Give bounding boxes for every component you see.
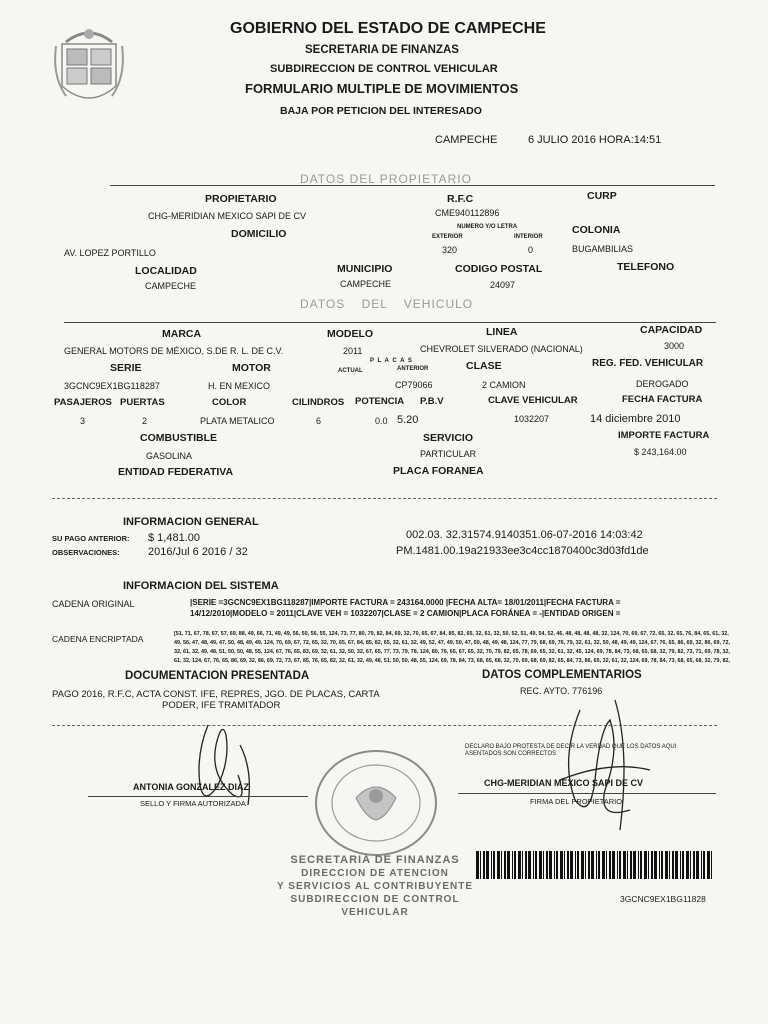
pasajeros-label: PASAJEROS [54, 397, 112, 408]
cadena-line-1: |SERIE =3GCNC9EX1BG118287|IMPORTE FACTURA = 243164.0000 |FECHA ALTA= 18/01/2011|FECHA FACTURA = [190, 598, 621, 607]
anterior-label: ANTERIOR [397, 366, 429, 372]
system-title: INFORMACION DEL SISTEMA [123, 580, 279, 592]
servicio-label: SERVICIO [423, 432, 473, 444]
entidad-label: ENTIDAD FEDERATIVA [118, 466, 234, 478]
docs-line-1: PAGO 2016, R.F.C, ACTA CONST. IFE, REPRES, JGO. DE PLACAS, CARTA [52, 689, 380, 700]
cadena-line-2: 14/12/2010|MODELO = 2011|CLAVE VEH = 1032207|CLASE = 2 CAMION|PLACA FORÁNEA = -|ENTIDAD ORIGEN = [190, 609, 621, 618]
fecha-label: FECHA FACTURA [622, 394, 703, 405]
servicio-value: PARTICULAR [420, 449, 477, 459]
municipio-label: MUNICIPIO [337, 263, 393, 275]
numero-label: NUMERO Y/O LETRA [457, 224, 518, 230]
localidad-value: CAMPECHE [145, 281, 197, 291]
puertas-value: 2 [142, 416, 148, 426]
placas-label: P L A C A S [370, 358, 413, 364]
baja-title: BAJA POR PETICION DEL INTERESADO [280, 105, 482, 117]
marca-label: MARCA [162, 328, 202, 340]
interior-label: INTERIOR [514, 234, 543, 240]
cilindros-label: CILINDROS [292, 397, 345, 408]
capacidad-value: 3000 [664, 341, 685, 351]
clave-value: 1032207 [514, 414, 550, 424]
municipio-value: CAMPECHE [340, 279, 392, 289]
stamp-line-4: SUBDIRECCION DE CONTROL [290, 894, 460, 905]
stamp-line-1: SECRETARIA DE FINANZAS [290, 854, 460, 866]
rfc-value: CME940112896 [435, 208, 500, 218]
capacidad-label: CAPACIDAD [640, 324, 703, 336]
date-time: 6 JULIO 2016 HORA:14:51 [528, 134, 662, 146]
exterior-value: 320 [442, 245, 458, 255]
domicilio-label: DOMICILIO [231, 228, 287, 240]
form-title: FORMULARIO MULTIPLE DE MOVIMIENTOS [245, 81, 519, 96]
stamp-line-3: Y SERVICIOS AL CONTRIBUYENTE [277, 881, 473, 892]
combustible-value: GASOLINA [146, 451, 193, 461]
localidad-label: LOCALIDAD [135, 265, 197, 277]
marca-value: GENERAL MOTORS DE MÉXICO, S.DE R. L. DE C.V. [64, 346, 284, 356]
left-signer-caption: SELLO Y FIRMA AUTORIZADA [140, 799, 246, 808]
rfc-label: R.F.C [447, 193, 474, 205]
pbv-label: P.B.V [420, 396, 444, 407]
secretaria-title: SECRETARIA DE FINANZAS [305, 44, 459, 56]
cp-value: 24097 [490, 280, 516, 290]
actual-label: ACTUAL [338, 368, 363, 374]
placa-foranea-label: PLACA FORANEA [393, 465, 484, 477]
pbv-value: 5.20 [397, 414, 419, 426]
right-signer-name: CHG-MERIDIAN MEXICO SAPI DE CV [484, 778, 644, 788]
combustible-label: COMBUSTIBLE [140, 432, 217, 444]
barcode-icon [476, 851, 716, 879]
regfed-label: REG. FED. VEHICULAR [592, 358, 704, 369]
pago-value: $ 1,481.00 [148, 532, 200, 544]
left-signer-name: ANTONIA GONZALEZ DIAZ [133, 782, 249, 792]
clave-label: CLAVE VEHICULAR [488, 395, 578, 406]
color-label: COLOR [212, 397, 247, 408]
potencia-label: POTENCIA [355, 396, 405, 407]
cp-label: CODIGO POSTAL [455, 263, 543, 275]
comp-value: REC. AYTO. 776196 [520, 686, 603, 696]
docs-title: DOCUMENTACION PRESENTADA [125, 670, 310, 682]
declaro-line-1: DECLARO BAJO PROTESTA DE DECIR LA VERDAD QUE LOS DATOS AQUI [465, 744, 677, 750]
importe-value: $ 243,164.00 [634, 447, 687, 457]
domicilio-value: AV. LOPEZ PORTILLO [64, 248, 156, 258]
cadena-label: CADENA ORIGINAL [52, 599, 135, 609]
stamp-line-2: DIRECCION DE ATENCION [301, 868, 449, 879]
puertas-label: PUERTAS [120, 397, 165, 408]
declaro-line-2: ASENTADOS SON CORRECTOS [465, 751, 557, 757]
place: CAMPECHE [435, 134, 498, 146]
section-owner-title: DATOS DEL PROPIETARIO [300, 172, 472, 186]
propietario-value: CHG-MERIDIAN MEXICO SAPI DE CV [148, 211, 307, 221]
observaciones-label: OBSERVACIONES: [52, 548, 120, 557]
motor-label: MOTOR [232, 362, 271, 374]
right-signer-caption: FIRMA DEL PROPIETARIO [530, 797, 623, 806]
telefono-label: TELEFONO [617, 261, 675, 273]
linea-label: LINEA [486, 326, 518, 338]
exterior-label: EXTERIOR [432, 234, 463, 240]
general-title: INFORMACION GENERAL [123, 516, 259, 528]
pasajeros-value: 3 [80, 416, 86, 426]
fecha-value: 14 diciembre 2010 [590, 413, 681, 425]
section-vehicle-title: DATOS DEL VEHICULO [300, 297, 474, 311]
interior-value: 0 [528, 245, 534, 255]
barcode-text: 3GCNC9EX1BG11828 [620, 894, 706, 904]
colonia-value: BUGAMBILIAS [572, 244, 634, 254]
observaciones-value: 2016/Jul 6 2016 / 32 [148, 546, 248, 558]
enc-label: CADENA ENCRIPTADA [52, 634, 144, 644]
stamp-line-5: VEHICULAR [341, 907, 409, 918]
propietario-label: PROPIETARIO [205, 193, 277, 205]
code-line-2: PM.1481.00.19a21933ee3c4cc1870400c3d03fd1de [396, 545, 649, 557]
serie-label: SERIE [110, 362, 142, 374]
coat-of-arms-icon [52, 26, 126, 112]
clase-value: 2 CAMION [482, 380, 526, 390]
potencia-value: 0.0 [375, 416, 388, 426]
pago-label: SU PAGO ANTERIOR: [52, 534, 130, 543]
clase-label: CLASE [466, 360, 502, 372]
enc-value: [51, 71, 67, 78, 67, 57, 69, 88, 49, 66, 71, 49, 49, 56, 50, 56, 55, 124, 73, 77, 80, 79, 82, 84, 69, 32, 70, 65, 67, 84, 85, 82, 65, 32, 61, 32, 50, 52, 51, 49, 54, 52, 46, 48, 48, 48, 48, 32, 124, 70, 69, 67, 72, 65, 32, 65, 76, 84, 65, 61, 32, 49, 56, 47, 48, 49, 47, 50, 48, 49, 49, 124, 70, 69, 67, 72, 65, 32, 70, 65, 67, 84, 85, 82, 65, 32, 61, 32, 49, 52, 47, 49, 50, 47, 50, 48, 49, 48, 124, 77, 79, 68, 69, 76, 79, 32, 61, 32, 50, 48, 49, 49, 124, 67, 76, 65, 86, 69, 32, 86, 69, 72, 32, 61, 32, 49, 48, 51, 50, 50, 48, 55, 124, 67, 76, 65, 83, 69, 32, 61, 32, 50, 32, 67, 65, 77, 73, 79, 78, 124, 80, 76, 65, 67, 65, 32, 70, 79, 82, 65, 78, 69, 65, 32, 61, 32, 45, 124, 69, 78, 84, 73, 68, 65, 68, 32, 79, 82, 73, 71, 69, 78, 32, 61, 32, 124, 67, 76, 65, 86, 69, 32, 86, 69, 72, 73, 67, 85, 76, 65, 82, 32, 61, 32, 49, 48, 51, 50, 50, 48, 55, 124, 69, 78, 84, 73, 68, 65, 68, 32, 70, 69, 68, 69, 82, 65, 84, 73, 86, 65, 32, 61, 32, 124, 69, 78, 84, 73, 68, 65, 68, 32, 79, 82, [174, 631, 730, 664]
modelo-value: 2011 [343, 346, 363, 356]
motor-value: H. EN MEXICO [208, 381, 271, 391]
docs-line-2: PODER, IFE TRAMITADOR [162, 700, 281, 711]
gov-title: GOBIERNO DEL ESTADO DE CAMPECHE [230, 20, 546, 37]
cilindros-value: 6 [316, 416, 322, 426]
regfed-value: DEROGADO [636, 379, 689, 389]
curp-label: CURP [587, 190, 617, 202]
colonia-label: COLONIA [572, 224, 621, 236]
serie-value: 3GCNC9EX1BG118287 [64, 381, 160, 391]
round-seal-icon [312, 748, 440, 858]
linea-value: CHEVROLET SILVERADO (NACIONAL) [420, 344, 583, 354]
comp-title: DATOS COMPLEMENTARIOS [482, 669, 642, 681]
modelo-label: MODELO [327, 328, 374, 340]
placa-anterior-value: CP79066 [395, 380, 433, 390]
code-line-1: 002.03. 32.31574.9140351.06-07-2016 14:03:42 [406, 529, 643, 541]
importe-label: IMPORTE FACTURA [618, 430, 710, 441]
color-value: PLATA METALICO [200, 416, 275, 426]
subdir-title: SUBDIRECCION DE CONTROL VEHICULAR [270, 63, 498, 75]
signature-right-icon [520, 690, 670, 840]
